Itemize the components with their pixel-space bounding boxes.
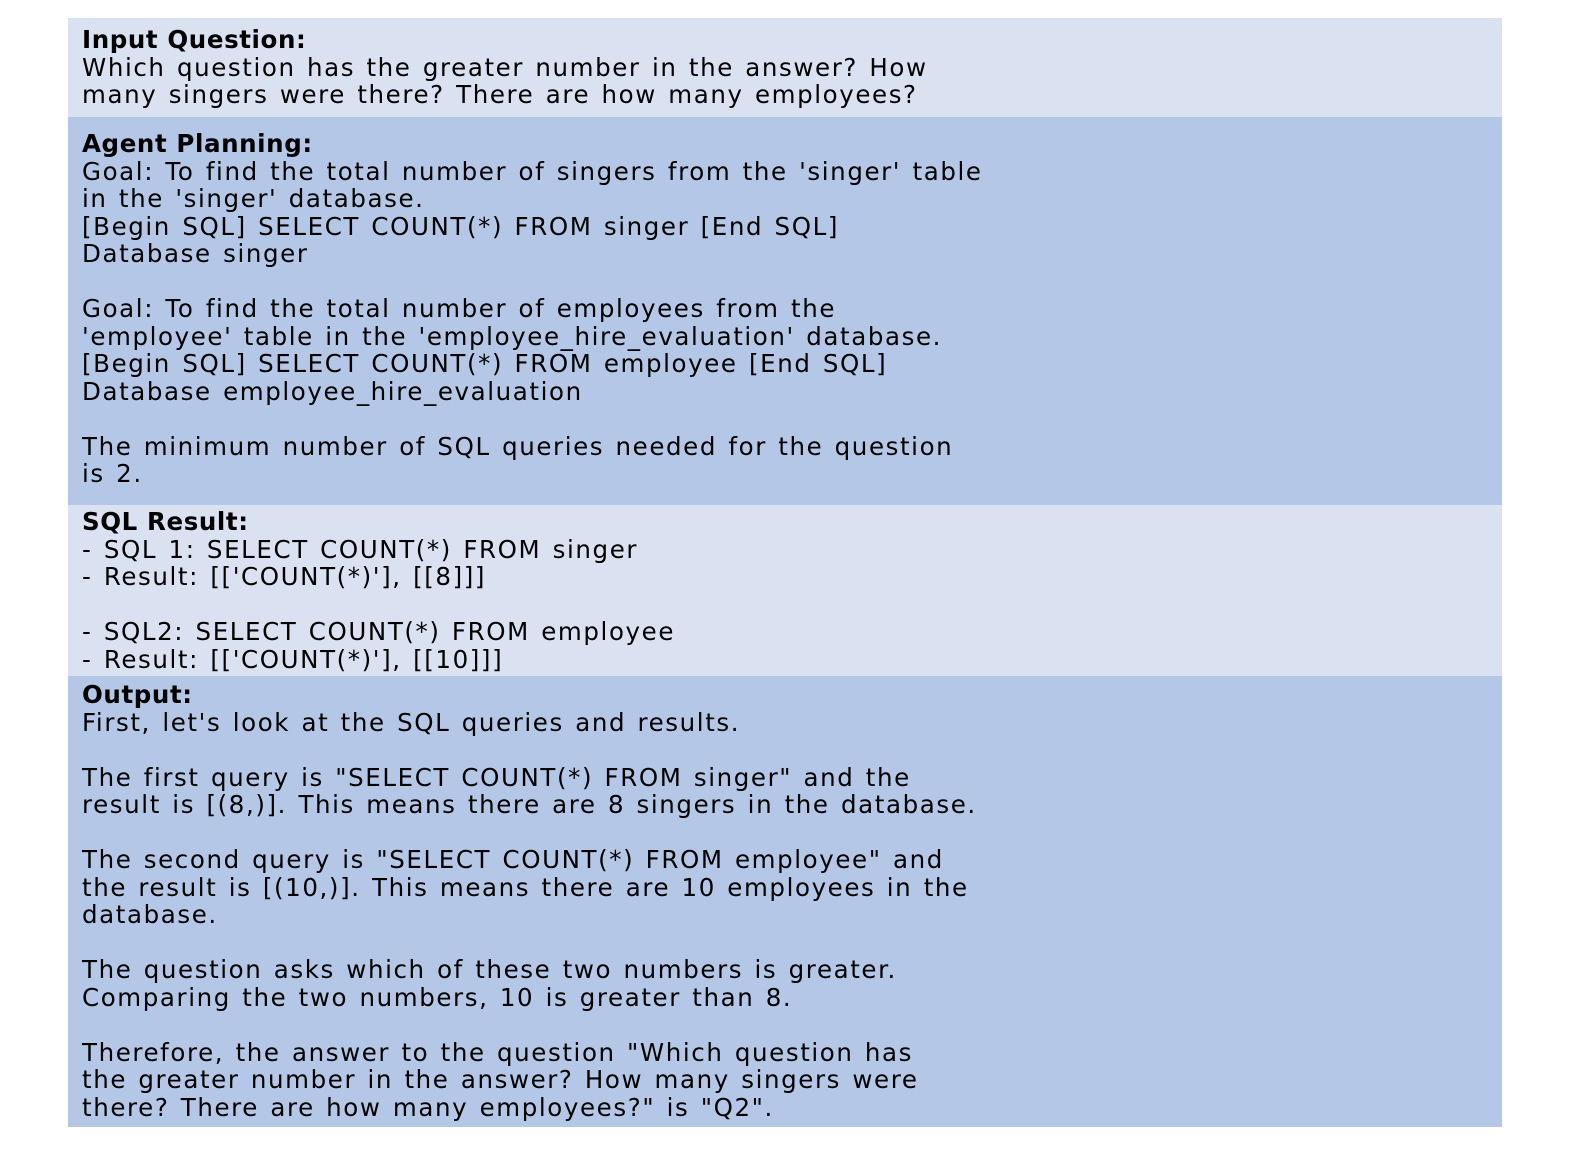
output-line: there? There are how many employees?" is "Q2". xyxy=(82,1092,774,1122)
input-question-section xyxy=(68,18,1502,117)
output-paragraph-3 xyxy=(82,846,1488,929)
output-line: the result is [(10,)]. This means there are 10 employees in the xyxy=(82,872,969,902)
input-question-title: Input Question: xyxy=(82,25,307,54)
agent-planning-title: Agent Planning: xyxy=(82,129,313,158)
planning-summary xyxy=(82,433,1488,488)
planning-line: The minimum number of SQL queries needed for the question xyxy=(82,431,954,461)
sql-result-title: SQL Result: xyxy=(82,507,249,536)
input-question-line: Which question has the greater number in the answer? How xyxy=(82,52,928,82)
input-question-line: many singers were there? There are how many employees? xyxy=(82,80,918,109)
planning-goal-2 xyxy=(82,295,1488,405)
output-paragraph-2 xyxy=(82,764,1488,819)
output-line: result is [(8,)]. This means there are 8 singers in the database. xyxy=(82,790,977,819)
output-line: The question asks which of these two numbers is greater. xyxy=(82,955,897,984)
planning-line: [Begin SQL] SELECT COUNT(*) FROM singer [End SQL] xyxy=(82,211,839,241)
planning-line: is 2. xyxy=(82,459,143,488)
output-line: The second query is "SELECT COUNT(*) FROM employee" and xyxy=(82,845,944,874)
output-line: the greater number in the answer? How many singers were xyxy=(82,1065,919,1094)
planning-goal-1 xyxy=(82,158,1488,268)
sql-result-line: - Result: [['COUNT(*)'], [[10]]] xyxy=(82,644,504,674)
output-paragraph-1 xyxy=(82,709,1488,737)
output-line: First, let's look at the SQL queries and results. xyxy=(82,707,741,737)
output-line: The first query is "SELECT COUNT(*) FROM singer" and the xyxy=(82,762,911,792)
output-paragraph-5 xyxy=(82,1039,1488,1122)
planning-line: Goal: To find the total number of employees from the xyxy=(82,294,837,323)
sql-result-line: - SQL 1: SELECT COUNT(*) FROM singer xyxy=(82,534,639,564)
output-paragraph-4 xyxy=(82,956,1488,1011)
output-line: Therefore, the answer to the question "Which question has xyxy=(82,1037,914,1067)
sql-result-block-1 xyxy=(82,536,1488,591)
output-title: Output: xyxy=(82,680,193,709)
planning-line: in the 'singer' database. xyxy=(82,184,425,213)
planning-line: Goal: To find the total number of singers from the 'singer' table xyxy=(82,156,983,186)
agent-planning-section xyxy=(68,117,1502,505)
planning-line: 'employee' table in the 'employee_hire_evaluation' database. xyxy=(82,321,943,351)
output-line: Comparing the two numbers, 10 is greater than 8. xyxy=(82,982,793,1012)
planning-line: [Begin SQL] SELECT COUNT(*) FROM employee [End SQL] xyxy=(82,349,888,378)
output-line: database. xyxy=(82,900,218,929)
sql-result-section xyxy=(68,505,1502,676)
planning-line: Database employee_hire_evaluation xyxy=(82,376,583,406)
sql-result-block-2 xyxy=(82,618,1488,673)
planning-line: Database singer xyxy=(82,239,309,268)
sql-result-line: - Result: [['COUNT(*)'], [[8]]] xyxy=(82,562,487,591)
sql-result-line: - SQL2: SELECT COUNT(*) FROM employee xyxy=(82,617,675,646)
output-section xyxy=(68,676,1502,1127)
